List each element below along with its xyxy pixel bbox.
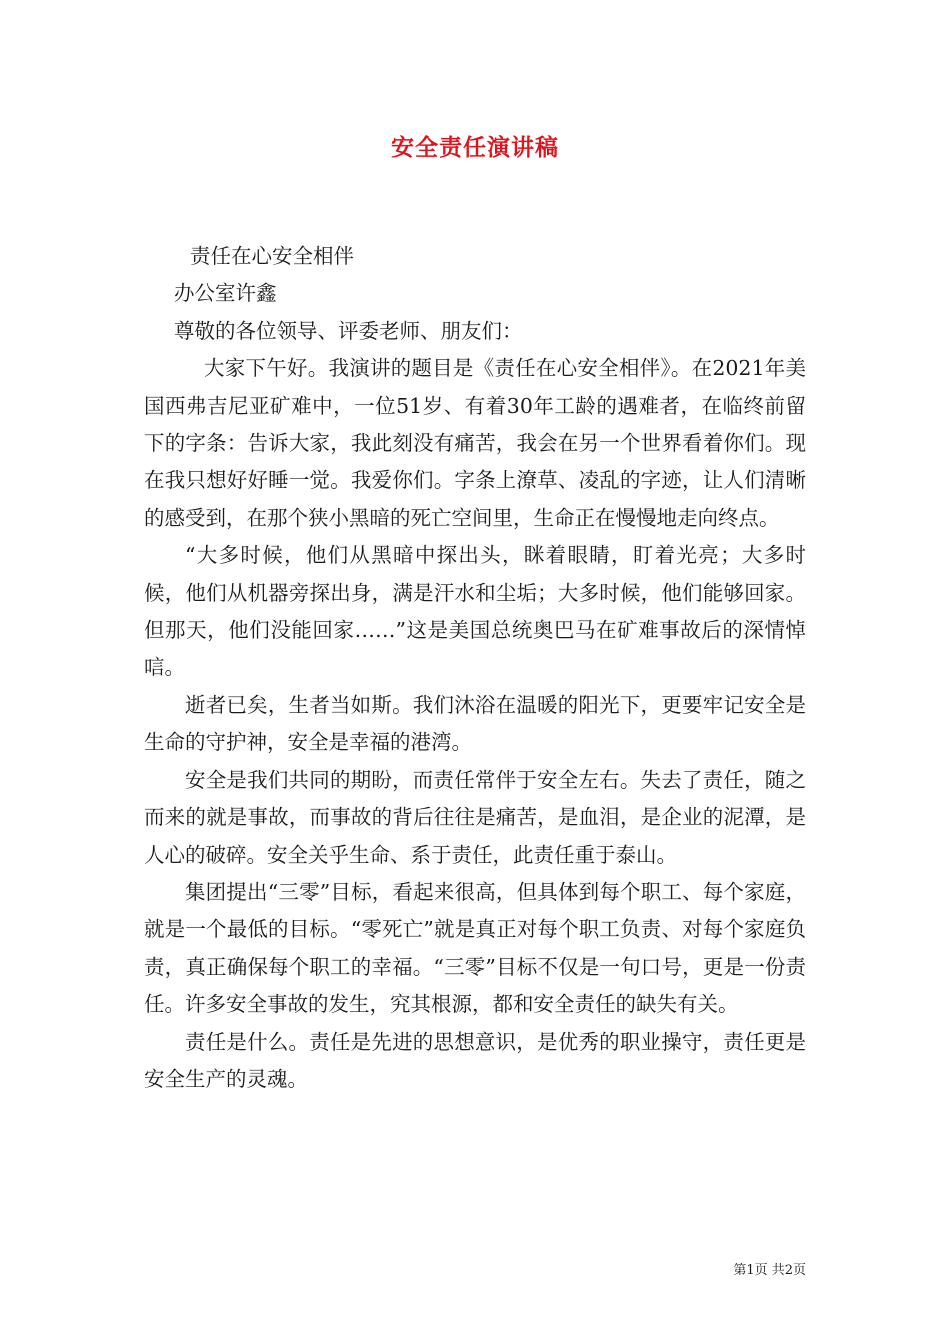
paragraph-5: 集团提出“三零”目标，看起来很高，但具体到每个职工、每个家庭，就是一个最低的目标。“零死亡”就是真正对每个职工负责、对每个家庭负责，真正确保每个职工的幸福。“三零”目标不仅是一句口号，更是一份责任。许多安全事故的发生，究其根源，都和安全责任的缺失有关。 [144,879,806,1017]
document-title: 安全责任演讲稿 [391,134,559,161]
paragraph-1: 大家下午好。我演讲的题目是《责任在心安全相伴》。在2021年美国西弗吉尼亚矿难中，一位51岁、有着30年工龄的遇难者，在临终前留下的字条：告诉大家，我此刻没有痛苦，我会在另一个世界看着你们。现在我只想好好睡一觉。我爱你们。字条上潦草、凌乱的字迹，让人们清晰的感受到，在那个狭小黑暗的死亡空间里，生命正在慢慢地走向终点。 [144,356,806,530]
speech-salutation: 尊敬的各位领导、评委老师、朋友们： [174,318,523,343]
speech-subtitle: 责任在心安全相伴 [190,244,354,268]
speech-author: 办公室许鑫 [174,281,277,306]
page-indicator: 第1页 共2页 [733,1263,806,1278]
document-body [144,238,806,1098]
paragraph-3: 逝者已矣，生者当如斯。我们沐浴在温暖的阳光下，更要牢记安全是生命的守护神，安全是幸福的港湾。 [144,692,806,755]
paragraph-2: “大多时候，他们从黑暗中探出头，眯着眼睛，盯着光亮；大多时候，他们从机器旁探出身，满是汗水和尘垢；大多时候，他们能够回家。但那天，他们没能回家……”这是美国总统奥巴马在矿难事故后的深情悼唁。 [144,543,806,680]
paragraph-6: 责任是什么。责任是先进的思想意识，是优秀的职业操守，责任更是安全生产的灵魂。 [144,1029,806,1091]
paragraph-4: 安全是我们共同的期盼，而责任常伴于安全左右。失去了责任，随之而来的就是事故，而事故的背后往往是痛苦，是血泪，是企业的泥潭，是人心的破碎。安全关乎生命、系于责任，此责任重于泰山。 [144,767,806,867]
